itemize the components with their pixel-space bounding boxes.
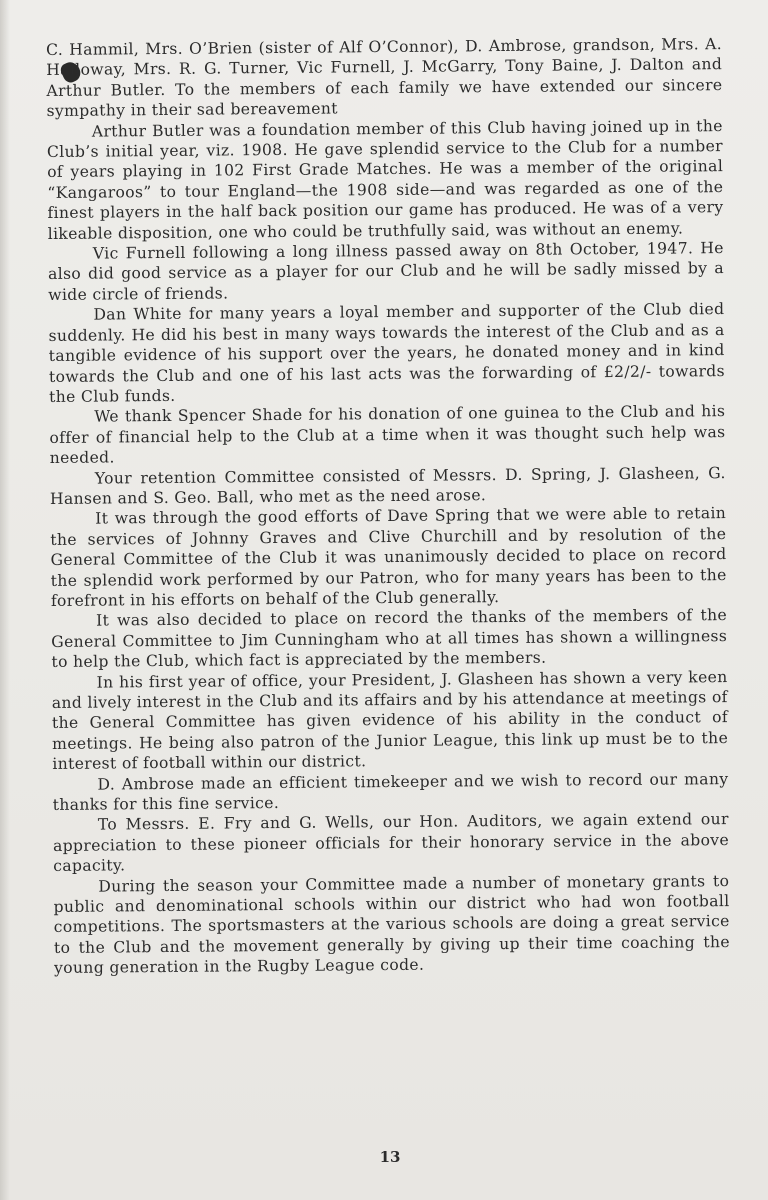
page-number: 13 [379, 1148, 401, 1166]
paragraph-bereavement-list: C. Hammil, Mrs. O’Brien (sister of Alf O’Connor), D. Ambrose, grandson, Mrs. A. Halloway, Mrs. R. G. Turner, Vic Furnell, J. McGarry, Tony Baine, J. Dalton and Arthur Butler. To the members of each family we have extended our sincere sympathy in their sad bereavement [46, 35, 723, 121]
paragraph-dan-white: Dan White for many years a loyal member and supporter of the Club died suddenly. He did his best in many ways towards the interest of the Club and as a tangible evidence of his support over the years, he donated money and in kind towards the Club and one of his last acts was the forwarding of £2/2/- towards the Club funds. [48, 300, 725, 406]
paragraph-spencer-shade: We thank Spencer Shade for his donation of one guinea to the Club and his offer of financial help to the Club at a time when it was thought such help was needed. [49, 402, 726, 468]
paragraph-arthur-butler: Arthur Butler was a foundation member of this Club having joined up in the Club’s initial year, viz. 1908. He gave splendid service to the Club for a number of years playing in 102 First Grade Matches. He was a member of the original “Kangaroos” to tour England—the 1908 side—and was regarded as one of the finest players in the half back position our game has produced. He was of a very likeable disposition, one who could be truthfully said, was without an enemy. [46, 116, 724, 243]
paragraph-dave-spring: It was through the good efforts of Dave Spring that we were able to retain the services of Johnny Graves and Clive Churchill and by resolution of the General Committee of the Club it was unanimously decided to place on record the splendid work performed by our Patron, who for many years has been to the forefront in his efforts on behalf of the Club generally. [50, 504, 727, 610]
paragraph-auditors: To Messrs. E. Fry and G. Wells, our Hon. Auditors, we again extend our appreciation to these pioneer officials for their honorary service in the above capacity. [52, 810, 730, 876]
paragraph-school-grants: During the season your Committee made a number of monetary grants to public and denominational schools within our district who had won football competitions. The sportsmasters at the various schools are doing a great service to the Club and the movement generally by giving up their time coaching the young generation in the Rugby League code. [53, 871, 730, 978]
paragraph-president: In his first year of office, your President, J. Glasheen has shown a very keen and lively interest in the Club and its affairs and by his attendance at meetings of the General Committee has given evidence of his ability in the conduct of meetings. He being also patron of the Junior League, this link up must be to the interest of football within our district. [51, 667, 729, 774]
paragraph-jim-cunningham: It was also decided to place on record the thanks of the members of the General Committee to Jim Cunningham who at all times has shown a willingness to help the Club, which fact is appreciated by the members. [51, 606, 728, 672]
paragraph-retention-committee: Your retention Committee consisted of Messrs. D. Spring, J. Glasheen, G. Hansen and S. Geo. Ball, who met as the need arose. [49, 463, 726, 508]
page-shadow-edge [0, 0, 10, 1200]
body-text [46, 34, 730, 979]
paragraph-vic-furnell: Vic Furnell following a long illness passed away on 8th October, 1947. He also did good service as a player for our Club and he will be sadly missed by a wide circle of friends. [47, 239, 725, 304]
paragraph-timekeeper: D. Ambrose made an efficient timekeeper and we wish to record our many thanks for this fine service. [52, 769, 729, 815]
